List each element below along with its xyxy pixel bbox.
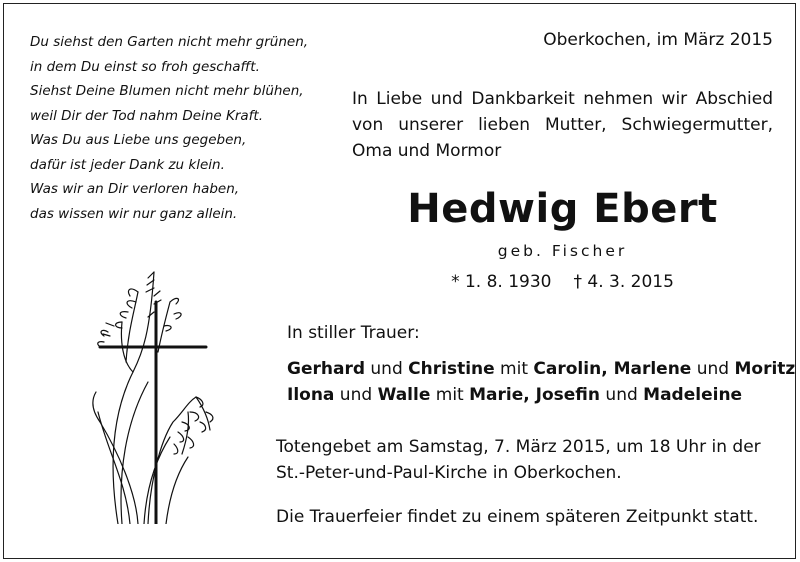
place-date: Oberkochen, im März 2015 — [543, 30, 773, 50]
prayer-info — [276, 434, 761, 486]
poem-line: Siehst Deine Blumen nicht mehr blühen, — [30, 83, 304, 99]
intro-line: von unserer lieben Mutter, Schwiegermutter, — [352, 115, 773, 135]
intro-line: Oma und Mormor — [352, 141, 502, 161]
connector: und — [691, 359, 735, 379]
mourner-name: Gerhard — [287, 359, 365, 379]
mourner-name: Walle — [377, 385, 431, 405]
mourners-line — [287, 356, 795, 382]
birth-name: geb. Fischer — [497, 242, 628, 260]
deceased-name: Hedwig Ebert — [407, 186, 718, 232]
mourner-name: Madeleine — [643, 385, 743, 405]
mourner-name: Ilona — [287, 385, 335, 405]
prayer-line: Totengebet am Samstag, 7. März 2015, um 18 Uhr in der — [276, 437, 761, 457]
mourner-name: Moritz — [734, 359, 796, 379]
funeral-note: Die Trauerfeier findet zu einem späteren Zeitpunkt statt. — [276, 507, 759, 527]
birth-date: * 1. 8. 1930 — [451, 272, 552, 292]
intro-line: In Liebe und Dankbarkeit nehmen wir Abschied — [352, 89, 773, 109]
poem-line: das wissen wir nur ganz allein. — [30, 205, 238, 222]
mourner-name: Christine — [408, 359, 495, 379]
poem-line: dafür ist jeder Dank zu klein. — [30, 156, 225, 173]
connector: und — [365, 359, 409, 379]
connector: und — [334, 385, 378, 405]
connector: und — [600, 385, 644, 405]
death-date: † 4. 3. 2015 — [573, 272, 674, 292]
poem-line: in dem Du einst so froh geschafft. — [30, 58, 260, 75]
mourners-list — [287, 356, 795, 408]
poem-line: Du siehst den Garten nicht mehr grünen, — [30, 34, 309, 50]
mourning-label: In stiller Trauer: — [287, 323, 420, 343]
poem-line: Was Du aus Liebe uns gegeben, — [30, 132, 247, 148]
mourner-name: Carolin, Marlene — [533, 359, 692, 379]
prayer-line: St.-Peter-und-Paul-Kirche in Oberkochen. — [276, 463, 622, 483]
connector: mit — [494, 359, 534, 379]
intro-text — [352, 86, 773, 164]
cross-and-grass-illustration — [78, 262, 228, 524]
life-dates — [352, 272, 773, 292]
mourner-name: Marie, Josefin — [469, 385, 601, 405]
mourners-line — [287, 382, 795, 408]
connector: mit — [430, 385, 470, 405]
poem-line: Was wir an Dir verloren haben, — [30, 181, 240, 197]
poem — [30, 30, 350, 226]
poem-line: weil Dir der Tod nahm Deine Kraft. — [30, 107, 263, 124]
